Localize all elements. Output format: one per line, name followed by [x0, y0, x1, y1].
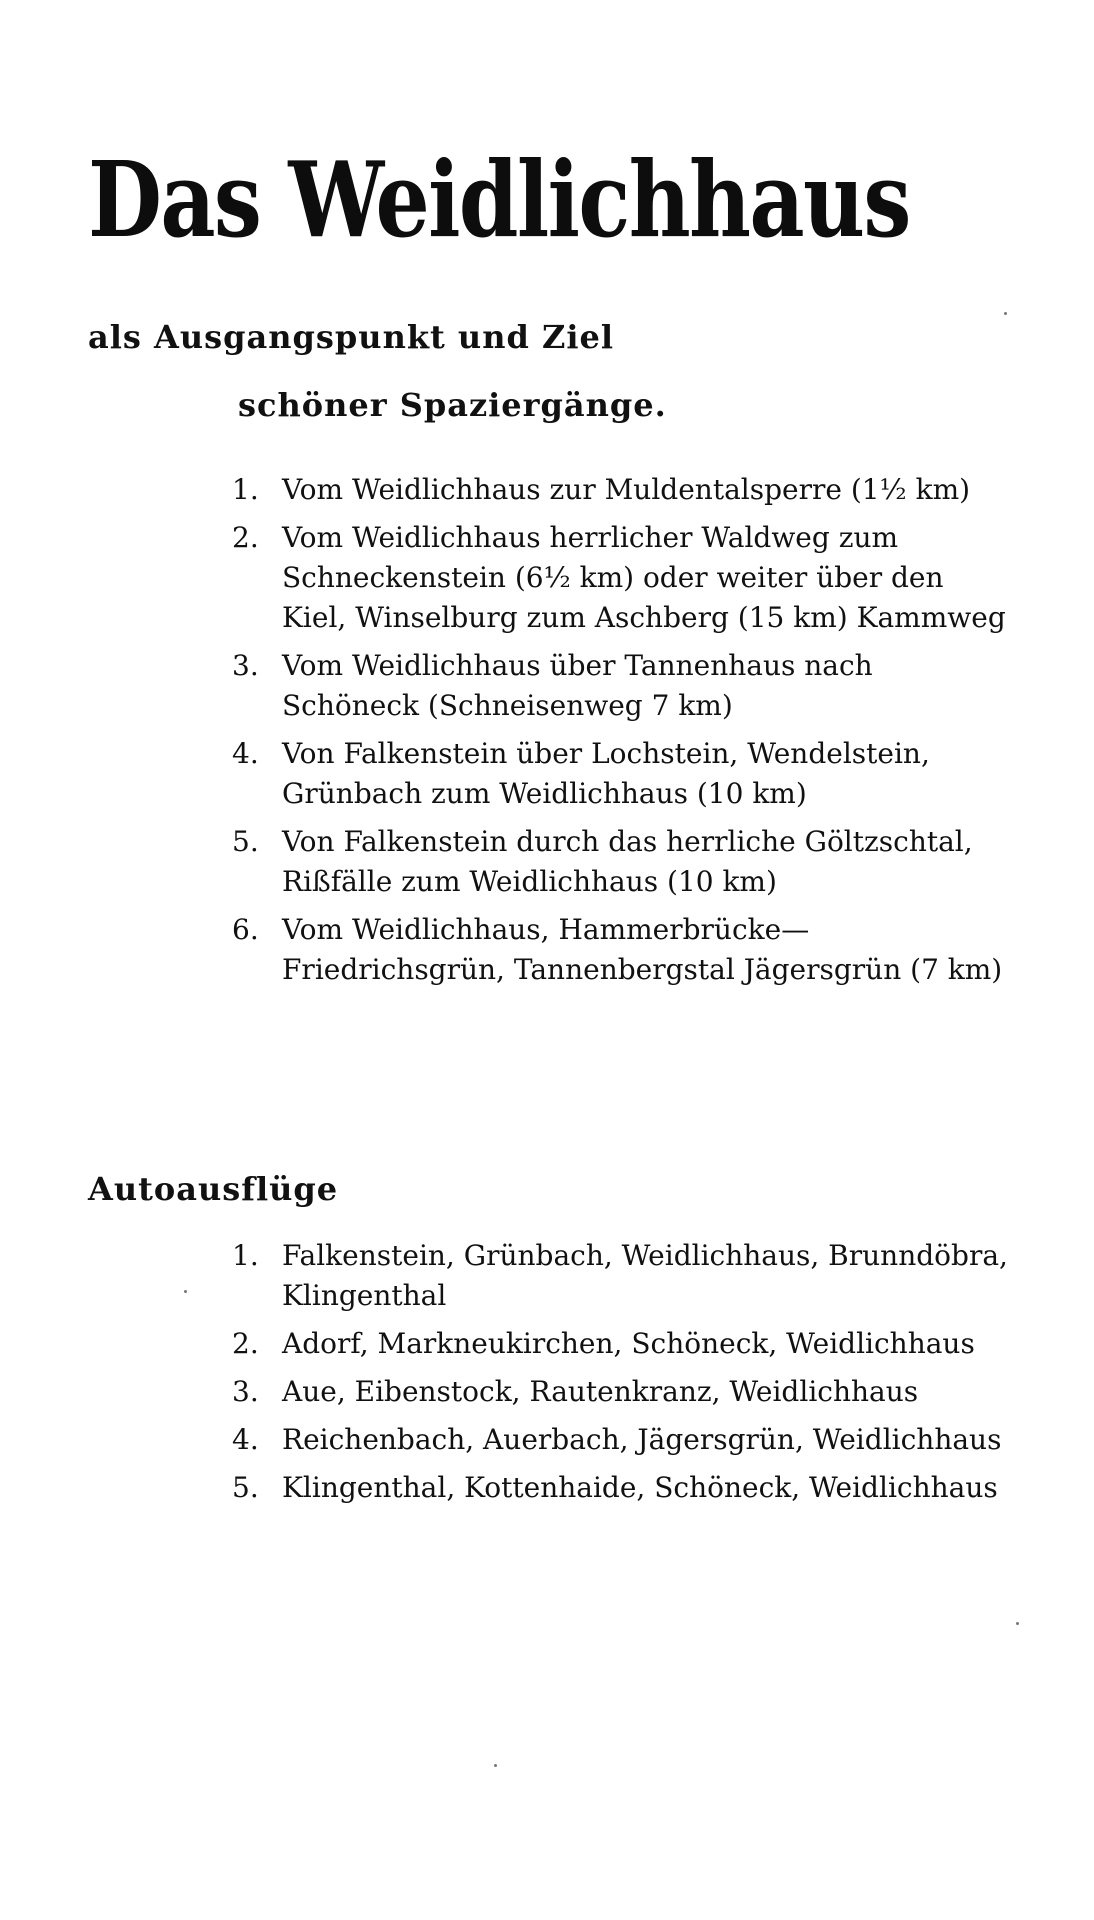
walk-number: 1.	[232, 473, 259, 506]
scan-speck	[494, 1764, 497, 1767]
walk-text: Von Falkenstein über Lochstein, Wendelstein, Grünbach zum Weidlichhaus (10 km)	[282, 737, 930, 810]
auto-trip-number: 3.	[232, 1375, 259, 1408]
auto-trip-number: 4.	[232, 1423, 259, 1456]
walk-text: Vom Weidlichhaus herrlicher Waldweg zum Schneckenstein (6½ km) oder weiter über den Kiel, Winselburg zum Aschberg (15 km) Kammweg	[282, 521, 1006, 634]
auto-trips-heading: Autoausflüge	[88, 1170, 339, 1208]
walk-text: Vom Weidlichhaus zur Muldentalsperre (1½ km)	[282, 473, 971, 506]
auto-trip-text: Klingenthal, Kottenhaide, Schöneck, Weidlichhaus	[282, 1471, 998, 1504]
auto-trips-list	[232, 1236, 1012, 1516]
walk-item	[232, 518, 1012, 638]
auto-trip-text: Reichenbach, Auerbach, Jägersgrün, Weidlichhaus	[282, 1423, 1002, 1456]
walk-item	[232, 470, 1012, 510]
subtitle-line-1: als Ausgangspunkt und Ziel	[88, 318, 614, 356]
auto-trip-item	[232, 1324, 1012, 1364]
auto-trip-number: 5.	[232, 1471, 259, 1504]
auto-trip-number: 2.	[232, 1327, 259, 1360]
auto-trip-item	[232, 1468, 1012, 1508]
walk-text: Vom Weidlichhaus, Hammerbrücke—Friedrichsgrün, Tannenbergstal Jägersgrün (7 km)	[282, 913, 1003, 986]
walk-text: Von Falkenstein durch das herrliche Göltzschtal, Rißfälle zum Weidlichhaus (10 km)	[282, 825, 973, 898]
walk-item	[232, 734, 1012, 814]
walks-list	[232, 470, 1012, 998]
walk-number: 6.	[232, 913, 259, 946]
auto-trip-text: Falkenstein, Grünbach, Weidlichhaus, Brunndöbra, Klingenthal	[282, 1239, 1008, 1312]
walk-item	[232, 646, 1012, 726]
walk-number: 5.	[232, 825, 259, 858]
auto-trip-number: 1.	[232, 1239, 259, 1272]
walk-number: 2.	[232, 521, 259, 554]
walk-number: 4.	[232, 737, 259, 770]
auto-trip-item	[232, 1420, 1012, 1460]
walk-item	[232, 822, 1012, 902]
auto-trip-item	[232, 1372, 1012, 1412]
auto-trip-text: Aue, Eibenstock, Rautenkranz, Weidlichhaus	[282, 1375, 919, 1408]
scan-speck	[184, 1290, 187, 1293]
subtitle-line-2: schöner Spaziergänge.	[238, 386, 667, 424]
walk-number: 3.	[232, 649, 259, 682]
auto-trip-item	[232, 1236, 1012, 1316]
walk-item	[232, 910, 1012, 990]
auto-trip-text: Adorf, Markneukirchen, Schöneck, Weidlichhaus	[282, 1327, 975, 1360]
scan-speck	[1016, 1622, 1019, 1625]
page-title: Das Weidlichhaus	[88, 138, 910, 261]
scan-speck	[1004, 312, 1007, 315]
walk-text: Vom Weidlichhaus über Tannenhaus nach Schöneck (Schneisenweg 7 km)	[282, 649, 873, 722]
